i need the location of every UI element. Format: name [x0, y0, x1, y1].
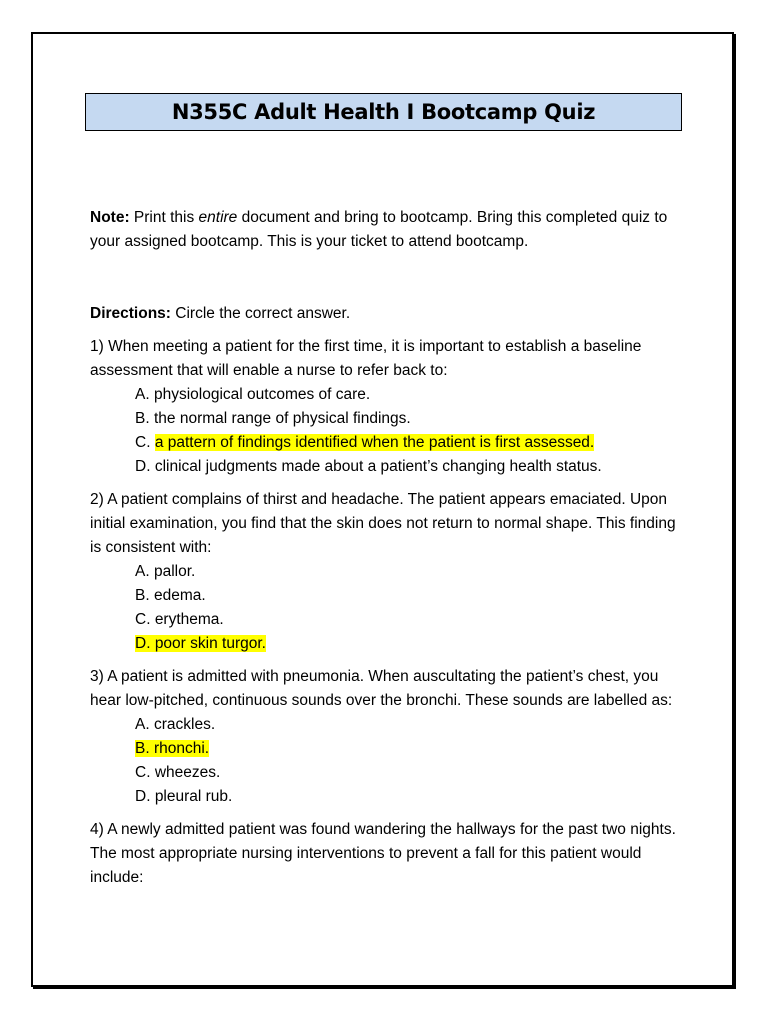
option-letter: A. — [135, 563, 150, 580]
page-title: N355C Adult Health I Bootcamp Quiz — [171, 100, 596, 124]
option-d[interactable] — [135, 455, 690, 479]
option-a[interactable] — [135, 713, 690, 737]
option-b[interactable] — [135, 737, 690, 761]
option-letter: D. — [135, 635, 151, 652]
directions-paragraph — [90, 302, 690, 326]
note-text-before: Print this — [133, 209, 199, 226]
option-text: pallor. — [153, 563, 196, 580]
question-stem: 3) A patient is admitted with pneumonia. When auscultating the patient’s chest, you hear low-pitched, continuous sounds over the bronchi. These sounds are labelled as: — [90, 668, 673, 709]
option-letter: A. — [135, 716, 150, 733]
option-letter: B. — [135, 740, 150, 757]
option-text: edema. — [153, 587, 206, 604]
option-text: the normal range of physical findings. — [153, 410, 411, 427]
option-b[interactable] — [135, 584, 690, 608]
option-c[interactable] — [135, 431, 690, 455]
option-text: wheezes. — [154, 764, 221, 781]
option-c[interactable] — [135, 761, 690, 785]
question-1 — [90, 335, 690, 479]
option-letter: B. — [135, 410, 150, 427]
note-emphasis: entire — [198, 209, 238, 226]
option-text-highlighted: rhonchi. — [153, 740, 210, 757]
question-4 — [90, 818, 690, 890]
title-box — [85, 93, 682, 131]
option-letter: B. — [135, 587, 150, 604]
option-text-highlighted: poor skin turgor. — [154, 635, 266, 652]
option-text: clinical judgments made about a patient’s changing health status. — [154, 458, 602, 475]
option-letter: D. — [135, 788, 151, 805]
note-text-after: document and bring to bootcamp. Bring this completed quiz to your assigned bootcamp. This is your ticket to attend bootcamp. — [90, 209, 668, 250]
option-a[interactable] — [135, 383, 690, 407]
option-d[interactable] — [135, 785, 690, 809]
option-a[interactable] — [135, 560, 690, 584]
option-letter: C. — [135, 434, 151, 451]
directions-text: Circle the correct answer. — [170, 305, 351, 322]
options-list — [90, 713, 690, 809]
option-text-highlighted: a pattern of findings identified when the patient is first assessed. — [154, 434, 595, 451]
options-list — [90, 383, 690, 479]
note-label: Note: — [90, 209, 130, 226]
option-b[interactable] — [135, 407, 690, 431]
directions-label: Directions: — [90, 305, 171, 322]
question-stem: 2) A patient complains of thirst and headache. The patient appears emaciated. Upon initial examination, you find that the skin does not return to normal shape. This finding is consistent with: — [90, 491, 676, 556]
question-stem: 4) A newly admitted patient was found wandering the hallways for the past two nights. The most appropriate nursing interventions to prevent a fall for this patient would include: — [90, 821, 676, 886]
option-text: pleural rub. — [154, 788, 233, 805]
quiz-content — [90, 206, 690, 899]
option-c[interactable] — [135, 608, 690, 632]
question-stem: 1) When meeting a patient for the first time, it is important to establish a baseline assessment that will enable a nurse to refer back to: — [90, 338, 642, 379]
option-text: crackles. — [153, 716, 216, 733]
option-letter: A. — [135, 386, 150, 403]
option-letter: C. — [135, 611, 151, 628]
note-paragraph — [90, 206, 690, 254]
option-d[interactable] — [135, 632, 690, 656]
option-text: physiological outcomes of care. — [153, 386, 371, 403]
options-list — [90, 560, 690, 656]
question-3 — [90, 665, 690, 809]
question-2 — [90, 488, 690, 656]
option-letter: C. — [135, 764, 151, 781]
option-letter: D. — [135, 458, 151, 475]
option-text: erythema. — [154, 611, 224, 628]
